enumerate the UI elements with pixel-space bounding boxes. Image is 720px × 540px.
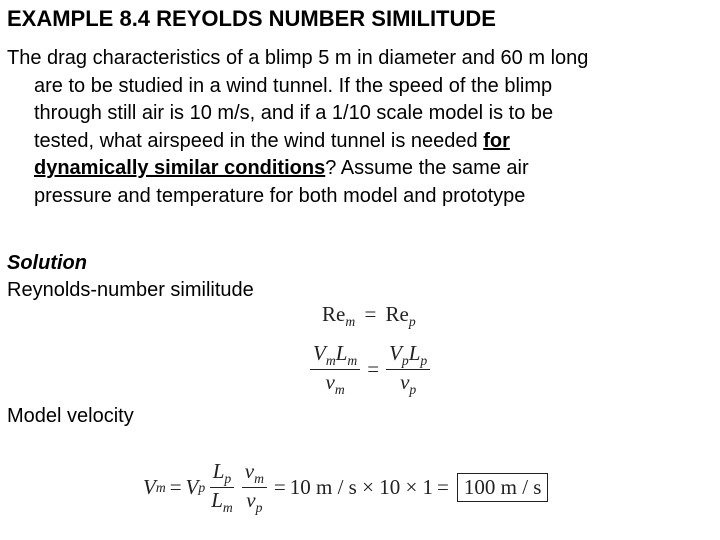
emphasis-text: for <box>483 129 510 152</box>
reynolds-ratio-equation <box>307 342 433 397</box>
eq-subscript: m <box>347 352 358 368</box>
eq-subscript: m <box>254 470 264 486</box>
eq-term: ν <box>325 370 335 395</box>
emphasis-text: dynamically similar conditions <box>34 157 326 179</box>
eq-subscript: m <box>222 499 233 515</box>
eq-subscript: m <box>155 479 166 495</box>
problem-line <box>7 155 712 183</box>
eq-term: Re <box>322 302 346 326</box>
eq-fraction-left <box>310 342 360 397</box>
eq-subscript: p <box>198 479 206 495</box>
eq-fraction-length-ratio <box>208 460 236 515</box>
eq-subscript: p <box>255 499 263 515</box>
problem-line: through still air is 10 m/s, and if a 1/10 scale model is to be <box>34 102 554 124</box>
eq-fraction-right <box>386 342 430 397</box>
eq-term: ν <box>244 459 255 483</box>
eq-subscript: m <box>325 352 336 368</box>
eq-subscript: p <box>408 313 416 329</box>
eq-term: L <box>335 341 348 365</box>
problem-line: pressure and temperature for both model and prototype <box>34 184 526 207</box>
problem-line: are to be studied in a wind tunnel. If the speed of the blimp <box>34 74 553 97</box>
method-label: Reynolds-number similitude <box>7 279 254 301</box>
problem-text: tested, what airspeed in the wind tunnel is needed <box>34 129 484 152</box>
eq-term: V <box>313 341 326 365</box>
eq-term: V <box>185 475 199 500</box>
eq-term: L <box>408 341 421 365</box>
problem-statement <box>7 45 712 210</box>
result-box: 100 m / s <box>457 473 549 502</box>
eq-term: L <box>212 459 225 483</box>
eq-term: L <box>211 488 223 513</box>
eq-subscript: m <box>334 381 345 397</box>
eq-term: Re <box>385 302 409 326</box>
model-velocity-label: Model velocity <box>7 405 134 427</box>
problem-text: ? Assume the same air <box>325 157 529 179</box>
problem-line: The drag characteristics of a blimp 5 m in diameter and 60 m long <box>7 47 589 69</box>
solution-heading: Solution <box>7 252 87 274</box>
eq-operator: = <box>273 475 286 500</box>
eq-subscript: p <box>409 381 417 397</box>
eq-operator: = <box>169 475 182 500</box>
eq-operator: = <box>437 475 449 500</box>
slide-title: EXAMPLE 8.4 REYOLDS NUMBER SIMILITUDE <box>7 6 496 31</box>
eq-subscript: m <box>345 313 356 329</box>
eq-operator: = <box>367 357 380 382</box>
eq-term: ν <box>400 370 410 395</box>
problem-line <box>7 128 712 156</box>
reynolds-equality-equation <box>322 302 416 330</box>
eq-fraction-viscosity-ratio <box>242 460 267 515</box>
eq-operator: = <box>364 302 377 326</box>
eq-subscript: p <box>420 352 428 368</box>
eq-calculation: 10 m / s × 10 × 1 <box>289 475 434 500</box>
eq-subscript: p <box>224 470 232 486</box>
model-velocity-equation <box>143 460 548 515</box>
eq-term: V <box>143 475 156 500</box>
eq-term: ν <box>246 488 256 513</box>
eq-term: V <box>389 341 402 365</box>
eq-subscript: p <box>401 352 409 368</box>
